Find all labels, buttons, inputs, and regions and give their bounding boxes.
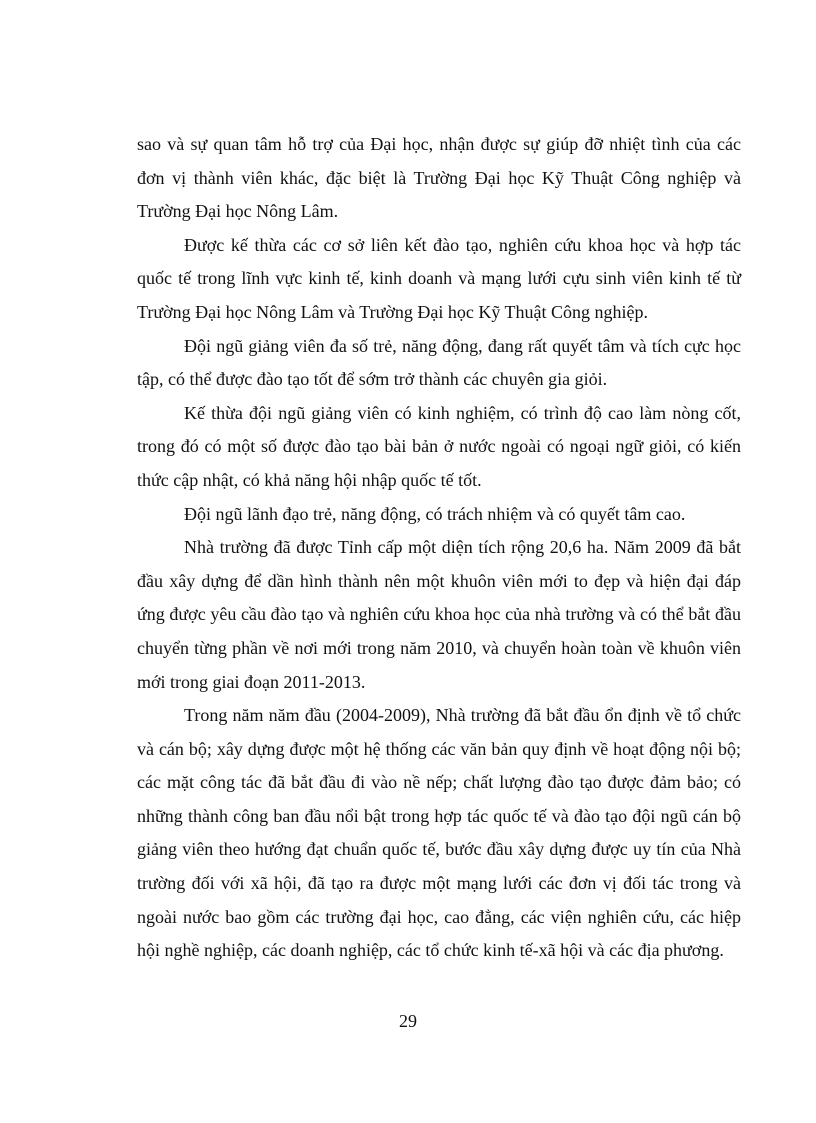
page-number: 29	[399, 1011, 417, 1031]
paragraph: Được kế thừa các cơ sở liên kết đào tạo, nghiên cứu khoa học và hợp tác quốc tế trong lĩnh vực kinh tế, kinh doanh và mạng lưới cựu sinh viên kinh tế từ Trường Đại học Nông Lâm và Trường Đại học Kỹ Thuật Công nghiệp.	[137, 234, 741, 322]
paragraph: Trong năm năm đầu (2004-2009), Nhà trường đã bắt đầu ổn định về tổ chức và cán bộ; xây dựng được một hệ thống các văn bản quy định về hoạt động nội bộ; các mặt công tác đã bắt đầu đi vào nề nếp; chất lượng đào tạo được đảm bảo; có những thành công ban đầu nổi bật trong hợp tác quốc tế và đào tạo đội ngũ cán bộ giảng viên theo hướng đạt chuẩn quốc tế, bước đầu xây dựng được uy tín của Nhà trường đối với xã hội, đã tạo ra được một mạng lưới các đơn vị đối tác trong và ngoài nước bao gồm các trường đại học, cao đẳng, các viện nghiên cứu, các hiệp hội nghề nghiệp, các doanh nghiệp, các tổ chức kinh tế-xã hội và các địa phương.	[137, 705, 741, 961]
paragraph: Đội ngũ lãnh đạo trẻ, năng động, có trách nhiệm và có quyết tâm cao.	[184, 503, 686, 524]
body-text	[137, 128, 741, 968]
paragraph: Đội ngũ giảng viên đa số trẻ, năng động, đang rất quyết tâm và tích cực học tập, có thể được đào tạo tốt để sớm trở thành các chuyên gia giỏi.	[137, 335, 741, 390]
paragraph: Nhà trường đã được Tỉnh cấp một diện tích rộng 20,6 ha. Năm 2009 đã bắt đầu xây dựng để dần hình thành nên một khuôn viên mới to đẹp và hiện đại đáp ứng được yêu cầu đào tạo và nghiên cứu khoa học của nhà trường và có thể bắt đầu chuyển từng phần về nơi mới trong năm 2010, và chuyển hoàn toàn về khuôn viên mới trong giai đoạn 2011-2013.	[137, 537, 741, 692]
paragraph: Kế thừa đội ngũ giảng viên có kinh nghiệm, có trình độ cao làm nòng cốt, trong đó có một số được đào tạo bài bản ở nước ngoài có ngoại ngữ giỏi, có kiến thức cập nhật, có khả năng hội nhập quốc tế tốt.	[137, 402, 741, 490]
paragraph: sao và sự quan tâm hỗ trợ của Đại học, nhận được sự giúp đỡ nhiệt tình của các đơn vị thành viên khác, đặc biệt là Trường Đại học Kỹ Thuật Công nghiệp và Trường Đại học Nông Lâm.	[137, 134, 741, 222]
